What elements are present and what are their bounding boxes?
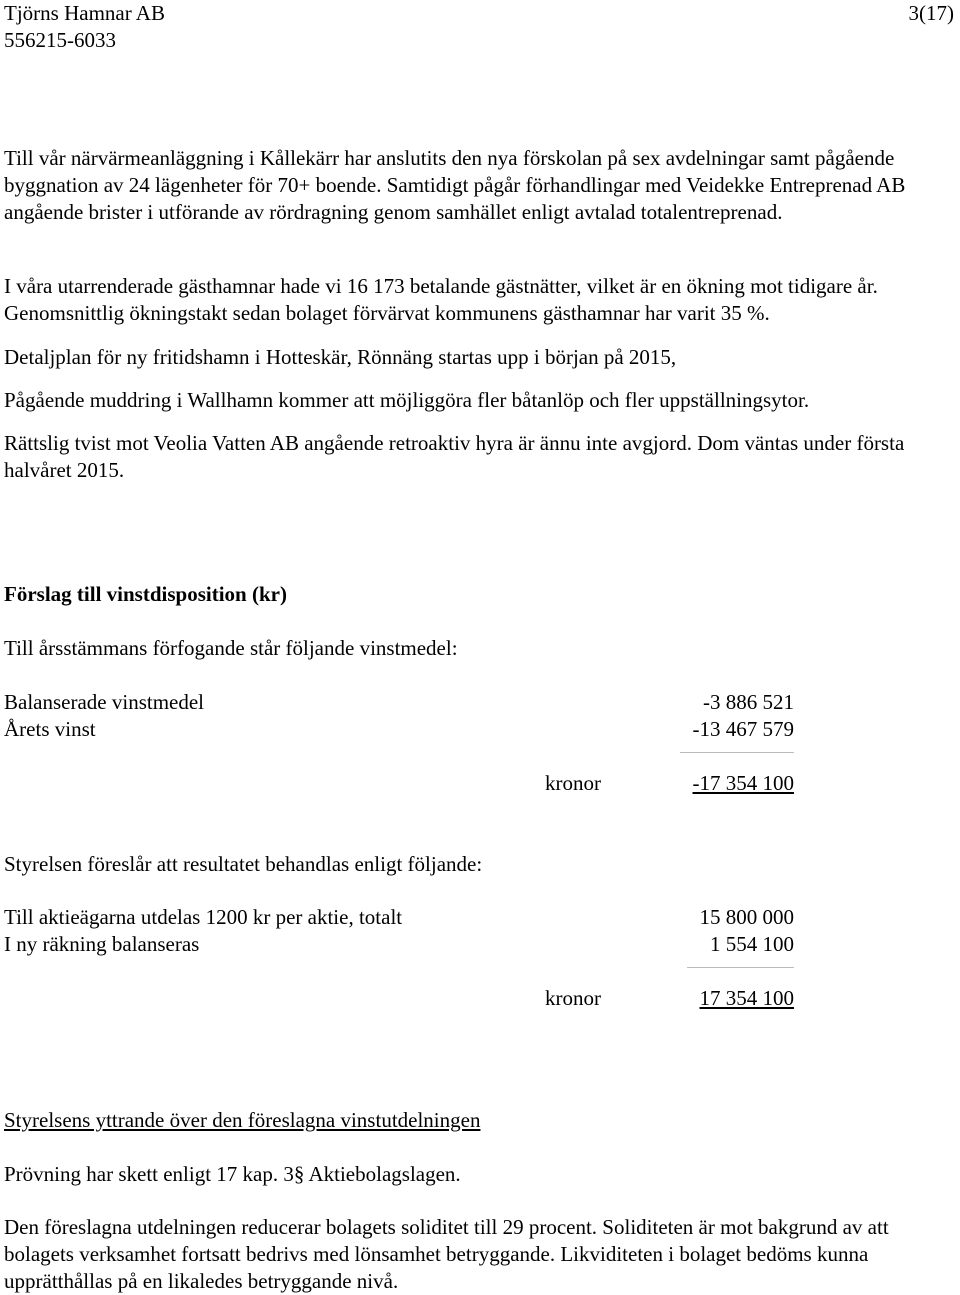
fund-row (4, 716, 794, 743)
fund-label: Årets vinst (4, 717, 96, 741)
statement-line1: Prövning har skett enligt 17 kap. 3§ Aktiebolagslagen. (4, 1162, 461, 1186)
page-header (4, 0, 954, 54)
fund-amount: -13 467 579 (692, 717, 794, 741)
allocation-label: Till aktieägarna utdelas 1200 kr per aktie, totalt (4, 905, 403, 929)
paragraph-detaljplan: Detaljplan för ny fritidshamn i Hotteskär, Rönnäng startas upp i början på 2015, (4, 345, 677, 369)
funds-total-row (545, 770, 794, 797)
allocation-total-amount: 17 354 100 (699, 986, 794, 1010)
org-number: 556215-6033 (4, 28, 116, 52)
allocation-row (4, 904, 794, 931)
allocation-total-label: kronor (545, 986, 601, 1010)
fund-label: Balanserade vinstmedel (4, 690, 205, 714)
paragraph-gasthamnar: I våra utarrenderade gästhamnar hade vi 16 173 betalande gästnätter, vilket är en ökning mot tidigare år. Genomsnittlig ökningstakt sedan bolaget förvärvat kommunens gästhamnar har varit 35 %. (4, 274, 878, 325)
board-intro: Styrelsen föreslår att resultatet behandlas enligt följande: (4, 852, 483, 876)
allocation-label: I ny räkning balanseras (4, 932, 200, 956)
allocation-total-row (545, 985, 794, 1012)
funds-total-amount: -17 354 100 (692, 771, 794, 795)
fund-row (4, 689, 794, 716)
fund-amount: -3 886 521 (703, 690, 794, 714)
page-number: 3(17) (908, 1, 954, 25)
paragraph-narvarme: Till vår närvärmeanläggning i Kållekärr har anslutits den nya förskolan på sex avdelningar samt pågående byggnation av 24 lägenheter för 70+ boende. Samtidigt pågår förhandlingar med Veidekke Entreprenad AB angående brister i utförande av rördragning genom samhället enligt avtalad totalentreprenad. (4, 146, 906, 224)
funds-total-label: kronor (545, 771, 601, 795)
allocation-amount: 1 554 100 (710, 932, 794, 956)
allocation-row (4, 931, 794, 958)
statement-title: Styrelsens yttrande över den föreslagna vinstutdelningen (4, 1108, 481, 1132)
proposal-title: Förslag till vinstdisposition (kr) (4, 582, 287, 606)
company-name: Tjörns Hamnar AB (4, 1, 165, 25)
allocation-amount: 15 800 000 (699, 905, 794, 929)
proposal-intro: Till årsstämmans förfogande står följande vinstmedel: (4, 636, 458, 660)
sum-divider (687, 967, 794, 968)
paragraph-tvist: Rättslig tvist mot Veolia Vatten AB angående retroaktiv hyra är ännu inte avgjord. Dom väntas under första halvåret 2015. (4, 431, 905, 482)
sum-divider (680, 752, 794, 753)
statement-line2: Den föreslagna utdelningen reducerar bolagets soliditet till 29 procent. Soliditeten är mot bakgrund av att bolagets verksamhet fortsatt bedrivs med lönsamhet betryggande. Likviditeten i bolaget bedöms kunna upprätthållas på en likaledes betryggande nivå. (4, 1215, 889, 1293)
paragraph-muddring: Pågående muddring i Wallhamn kommer att möjliggöra fler båtanlöp och fler uppställningsytor. (4, 388, 810, 412)
